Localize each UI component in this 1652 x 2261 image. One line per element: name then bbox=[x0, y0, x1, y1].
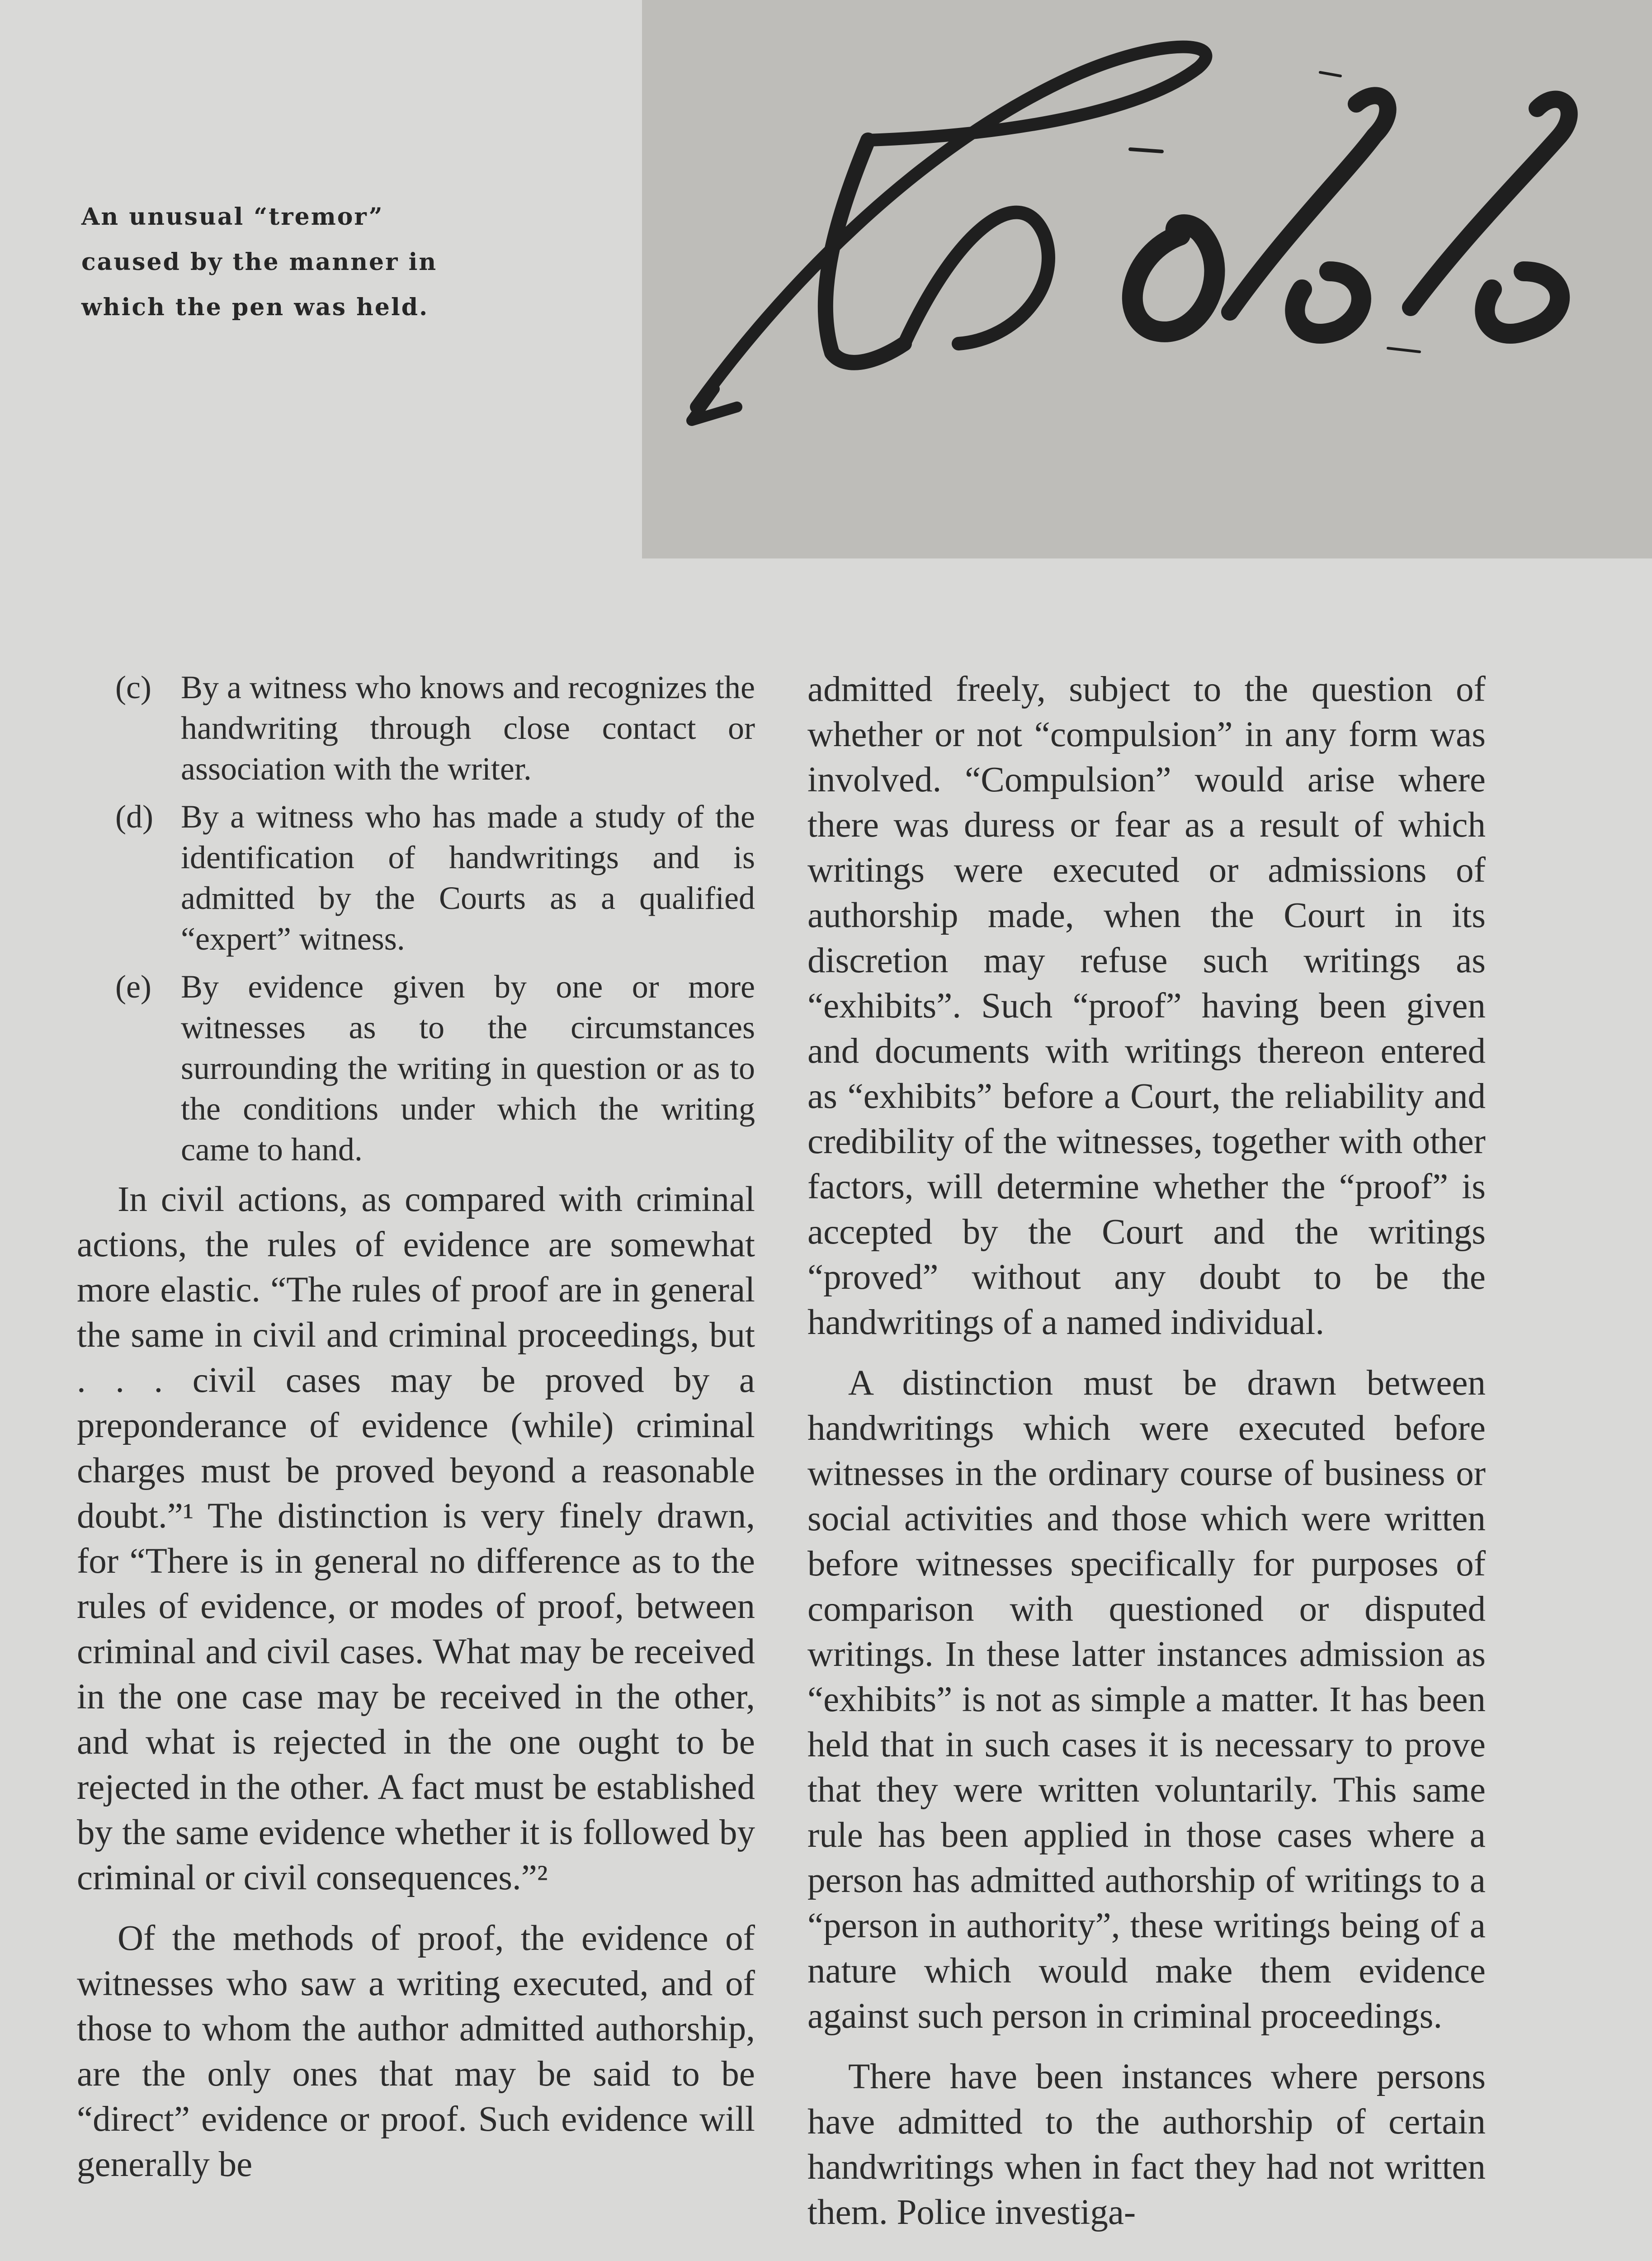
list-item bbox=[77, 966, 755, 1170]
evidence-list bbox=[77, 667, 755, 1170]
list-marker: (c) bbox=[115, 669, 151, 705]
body-paragraph: admitted freely, subject to the question of whether or not “compulsion” in any form was involved. “Compulsion” would arise where there was duress or fear as a result of which writings were executed or admissions of authorship made, when the Court in its discretion may refuse such writings as “exhibits”. Such “proof” having been given and documents with writings thereon entered as “exhibits” before a Court, the reliability and credibility of the witnesses, together with other factors, will determine whether the “proof” is accepted by the Court and the writings “proved” without any doubt to be the handwritings of a named individual. bbox=[807, 670, 1486, 1342]
figure-caption: An unusual “tremor” caused by the manner in which the pen was held. bbox=[81, 203, 438, 321]
left-column bbox=[77, 667, 755, 2187]
list-item bbox=[77, 667, 755, 789]
body-paragraph: Of the methods of proof, the evidence of witnesses who saw a writing executed, and of those to whom the author admitted authorship, are the only ones that may be said to be “direct” evidence or proof. Such evidence will generally be bbox=[77, 1919, 755, 2184]
list-marker: (d) bbox=[115, 799, 153, 835]
body-paragraph: In civil actions, as compared with criminal actions, the rules of evidence are somewhat more elastic. “The rules of proof are in general the same in civil and criminal proceedings, but . . . civil cases may be proved by a preponderance of evidence (while) criminal charges must be proved beyond a reasonable doubt.”¹ The distinction is very finely drawn, for “There is in general no difference as to the rules of evidence, or modes of proof, between criminal and civil cases. What may be received in the one case may be received in the other, and what is rejected in the one ought to be rejected in the other. A fact must be established by the same evidence whether it is followed by criminal or civil consequences.”² bbox=[77, 1180, 755, 1897]
handwriting-photo bbox=[642, 0, 1652, 558]
body-paragraph: A distinction must be drawn between handwritings which were executed before witnesses in the ordinary course of business or social activities and those which were written before witnesses specifically for purposes of comparison with questioned or disputed writings. In these latter instances admission as “exhibits” is not as simple a matter. It has been held that in such cases it is necessary to prove that they were written voluntarily. This same rule has been applied in those cases where a person has admitted authorship of writings to a “person in authority”, these writings being of a nature which would make them evidence against such person in criminal proceedings. bbox=[807, 1363, 1486, 2036]
list-item-text: By evidence given by one or more witnesses as to the circumstances surrounding the writing in question or as to the conditions under which the writing came to hand. bbox=[181, 969, 755, 1168]
list-marker: (e) bbox=[115, 969, 151, 1005]
list-item-text: By a witness who has made a study of the identification of handwritings and is admitted by the Courts as a qualified “expert” witness. bbox=[181, 799, 755, 957]
right-column bbox=[807, 667, 1486, 2235]
handwriting-sample-icon bbox=[642, 0, 1652, 558]
body-paragraph: There have been instances where persons have admitted to the authorship of certain handwritings when in fact they had not written them. Police investiga- bbox=[807, 2057, 1486, 2232]
list-item-text: By a witness who knows and recognizes the handwriting through close contact or association with the writer. bbox=[181, 669, 755, 787]
list-item bbox=[77, 796, 755, 959]
